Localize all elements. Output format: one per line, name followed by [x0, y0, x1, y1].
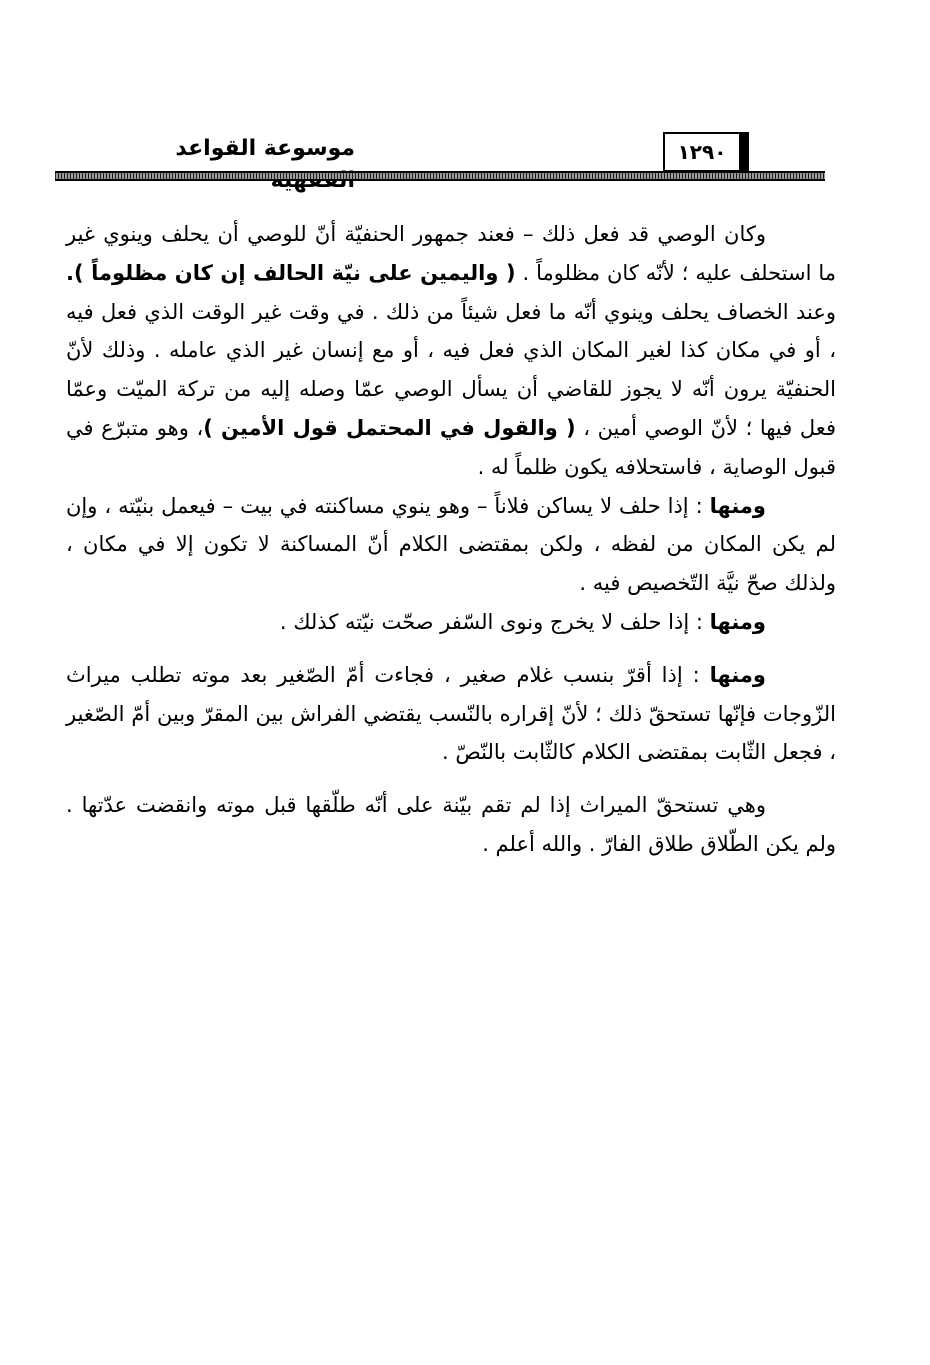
paragraph-2-lead: ومنها — [709, 493, 766, 518]
paragraph-4-text: : إذا أقرّ بنسب غلام صغير ، فجاءت أمّ الصّغير بعد موته تطلب ميراث الزّوجات فإنّها تستحقّ ذلك ؛ لأنّ إقراره بالنّسب يقتضي الفراش بين المقرّ وبين أمّ الصّغير ، فجعل الثّابت بمقتضى الكلام كالثّابت بالنّصّ . — [66, 662, 836, 765]
paragraph-5-text: وهي تستحقّ الميراث إذا لم تقم بيّنة على أنّه طلّقها قبل موته وانقضت عدّتها . ولم يكن الطّلاق طلاق الفارّ . والله أعلم . — [66, 793, 836, 856]
page-body — [66, 215, 836, 864]
book-title: موسوعة القواعد — [175, 136, 355, 161]
paragraph-4-lead: ومنها — [709, 662, 766, 687]
paragraph-3-text: : إذا حلف لا يخرج ونوى السّفر صحّت نيّته كذلك . — [279, 609, 710, 634]
paragraph-3 — [66, 603, 836, 642]
paragraph-2-text: : إذا حلف لا يساكن فلاناً – وهو ينوي مساكنته في بيت – فيعمل بنيّته ، وإن لم يكن المكان من لفظه ، ولكن بمقتضى الكلام أنّ المساكنة لا تكون إلا في مكان ، ولذلك صحّ نيَّة التّخصيص فيه . — [66, 493, 836, 596]
paragraph-1-text: وكان الوصي قد فعل ذلك – فعند جمهور الحنفيّة أنّ للوصي أن يحلف وينوي غير ما استحلف عليه ؛ لأنّه كان مظلوماً . — [66, 222, 836, 285]
paragraph-3-lead: ومنها — [709, 609, 766, 634]
header-rule — [55, 171, 825, 181]
paragraph-5 — [66, 786, 836, 864]
principle-trustee-statement: ( والقول في المحتمل قول الأمين ) — [203, 415, 576, 440]
principle-oath-intention: ( واليمين على نيّة الحالف إن كان مظلوماً ). — [66, 260, 516, 285]
page-header — [55, 125, 825, 185]
paragraph-1 — [66, 215, 836, 487]
paragraph-2 — [66, 487, 836, 603]
paragraph-1-text-continued: وعند الخصاف يحلف وينوي أنّه ما فعل شيئاً من ذلك . في وقت غير الوقت الذي فعل فيه ، أو في مكان كذا لغير المكان الذي فعل فيه ، أو مع إنسان غير الذي عامله . وذلك لأنّ الحنفيّة يرون أنّه لا يجوز للقاضي أن يسأل الوصي عمّا وصله إليه من تركة الميّت وعمّا فعل فيها ؛ لأنّ الوصي أمين ، — [66, 299, 836, 440]
paragraph-1-text-end: ، وهو متبرّع في قبول الوصاية ، فاستحلافه يكون ظلماً له . — [66, 415, 836, 479]
page-number: ١٢٩٠ — [663, 132, 749, 172]
paragraph-4 — [66, 656, 836, 772]
